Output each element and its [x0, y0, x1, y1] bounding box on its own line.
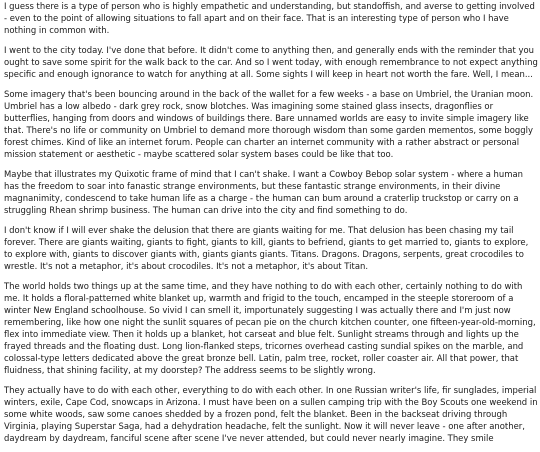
- document-body: [4, 0, 538, 452]
- paragraph-7: They actually have to do with each other, everything to do with each other. In one Russian writer's life, fir sunglades, imperial winters, exile, Cape Cod, snowcaps in Arizona. I must have been on a sullen camping trip with the Boy Scouts one weekend in some white woods, saw some canoes shedded by a frozen pond, felt the blanket. Been in the backseat driving through Virginia, playing Superstar Saga, had a dehydration headache, felt the sunlight. Now it will never leave - one after another, daydream by daydream, fanciful scene after scene I've never attended, but could never nearly imagine. They smile: [4, 385, 538, 443]
- paragraph-5: I don't know if I will ever shake the delusion that there are giants waiting for me. That delusion has been chasing my tail forever. There are giants waiting, giants to fight, giants to kill, giants to befriend, giants to get married to, giants to explore, to explore with, giants to discover giants with, giants giants giants. Titans. Dragons. Dragons, serpents, great crocodiles to wrestle. It's not a metaphor, it's about crocodiles. It's not a metaphor, it's about Titan.: [4, 225, 529, 271]
- paragraph-4: Maybe that illustrates my Quixotic frame of mind that I can't shake. I want a Cowboy Bebop solar system - where a human has the freedom to soar into fanastic strange environments, but these fantastic strange environments, in their divine magnanimity, condescend to take human life as a charge - the human can bum around a craterlip truckstop or carry on a struggling Rhean shrimp business. The human can drive into the city and find something to do.: [4, 169, 523, 215]
- paragraph-6: The world holds two things up at the same time, and they have nothing to do with each other, certainly nothing to do with me. It holds a floral-patterned white blanket up, warmth and frigid to the touch, encamped in the steeple storeroom of a winter New England schoolhouse. So vivid I can smell it, importunately suggesting I was actually there and I'm just now remembering, like how one night the sunlit squares of pecan pie on the church kitchen counter, one fifteen-year-old-morning, flex into immediate view. Then it holds up a blanket, hot carseat and blue felt. Sunlight streams through and lights up the frayed threads and the floating dust. Long lion-flanked steps, tricornes overhead casting sundial spikes on the marble, and colossal-type letters dedicated above the great bronze bell. Latin, palm tree, rocket, roller coaster air. All that power, that fluidness, that shining facility, at my doorstep? The address seems to be slightly wrong.: [4, 281, 536, 375]
- paragraph-2: I went to the city today. I've done that before. It didn't come to anything then, and generally ends with the reminder that you ought to save some spirit for the walk back to the car. And so I went today, with enough remembrance to not expect anything specific and enough ignorance to watch for anything at all. Some sights I will keep in heart not worth the fare. Well, I mean...: [4, 45, 538, 79]
- paragraph-1: I guess there is a type of person who is highly empathetic and understanding, but standoffish, and averse to getting involved - even to the point of allowing situations to fall apart and on their face. That is an interesting type of person who I have nothing in common with.: [4, 1, 535, 35]
- paragraph-3: Some imagery that's been bouncing around in the back of the wallet for a few weeks - a base on Umbriel, the Uranian moon. Umbriel has a low albedo - dark grey rock, snow blotches. Was imagining some stained glass insects, dragonflies or butterflies, hanging from doors and windows of buildings there. Bare unnamed worlds are easy to invite simple imagery like that. There's no life or community on Umbriel to demand more thorough wisdom than some garden mementos, some boggly forest chimes. Kind of like an internet forum. People can charter an internet community with a rather abstract or personal mission statement or aesthetic - maybe scattered solar system bases could be like that too.: [4, 89, 534, 159]
